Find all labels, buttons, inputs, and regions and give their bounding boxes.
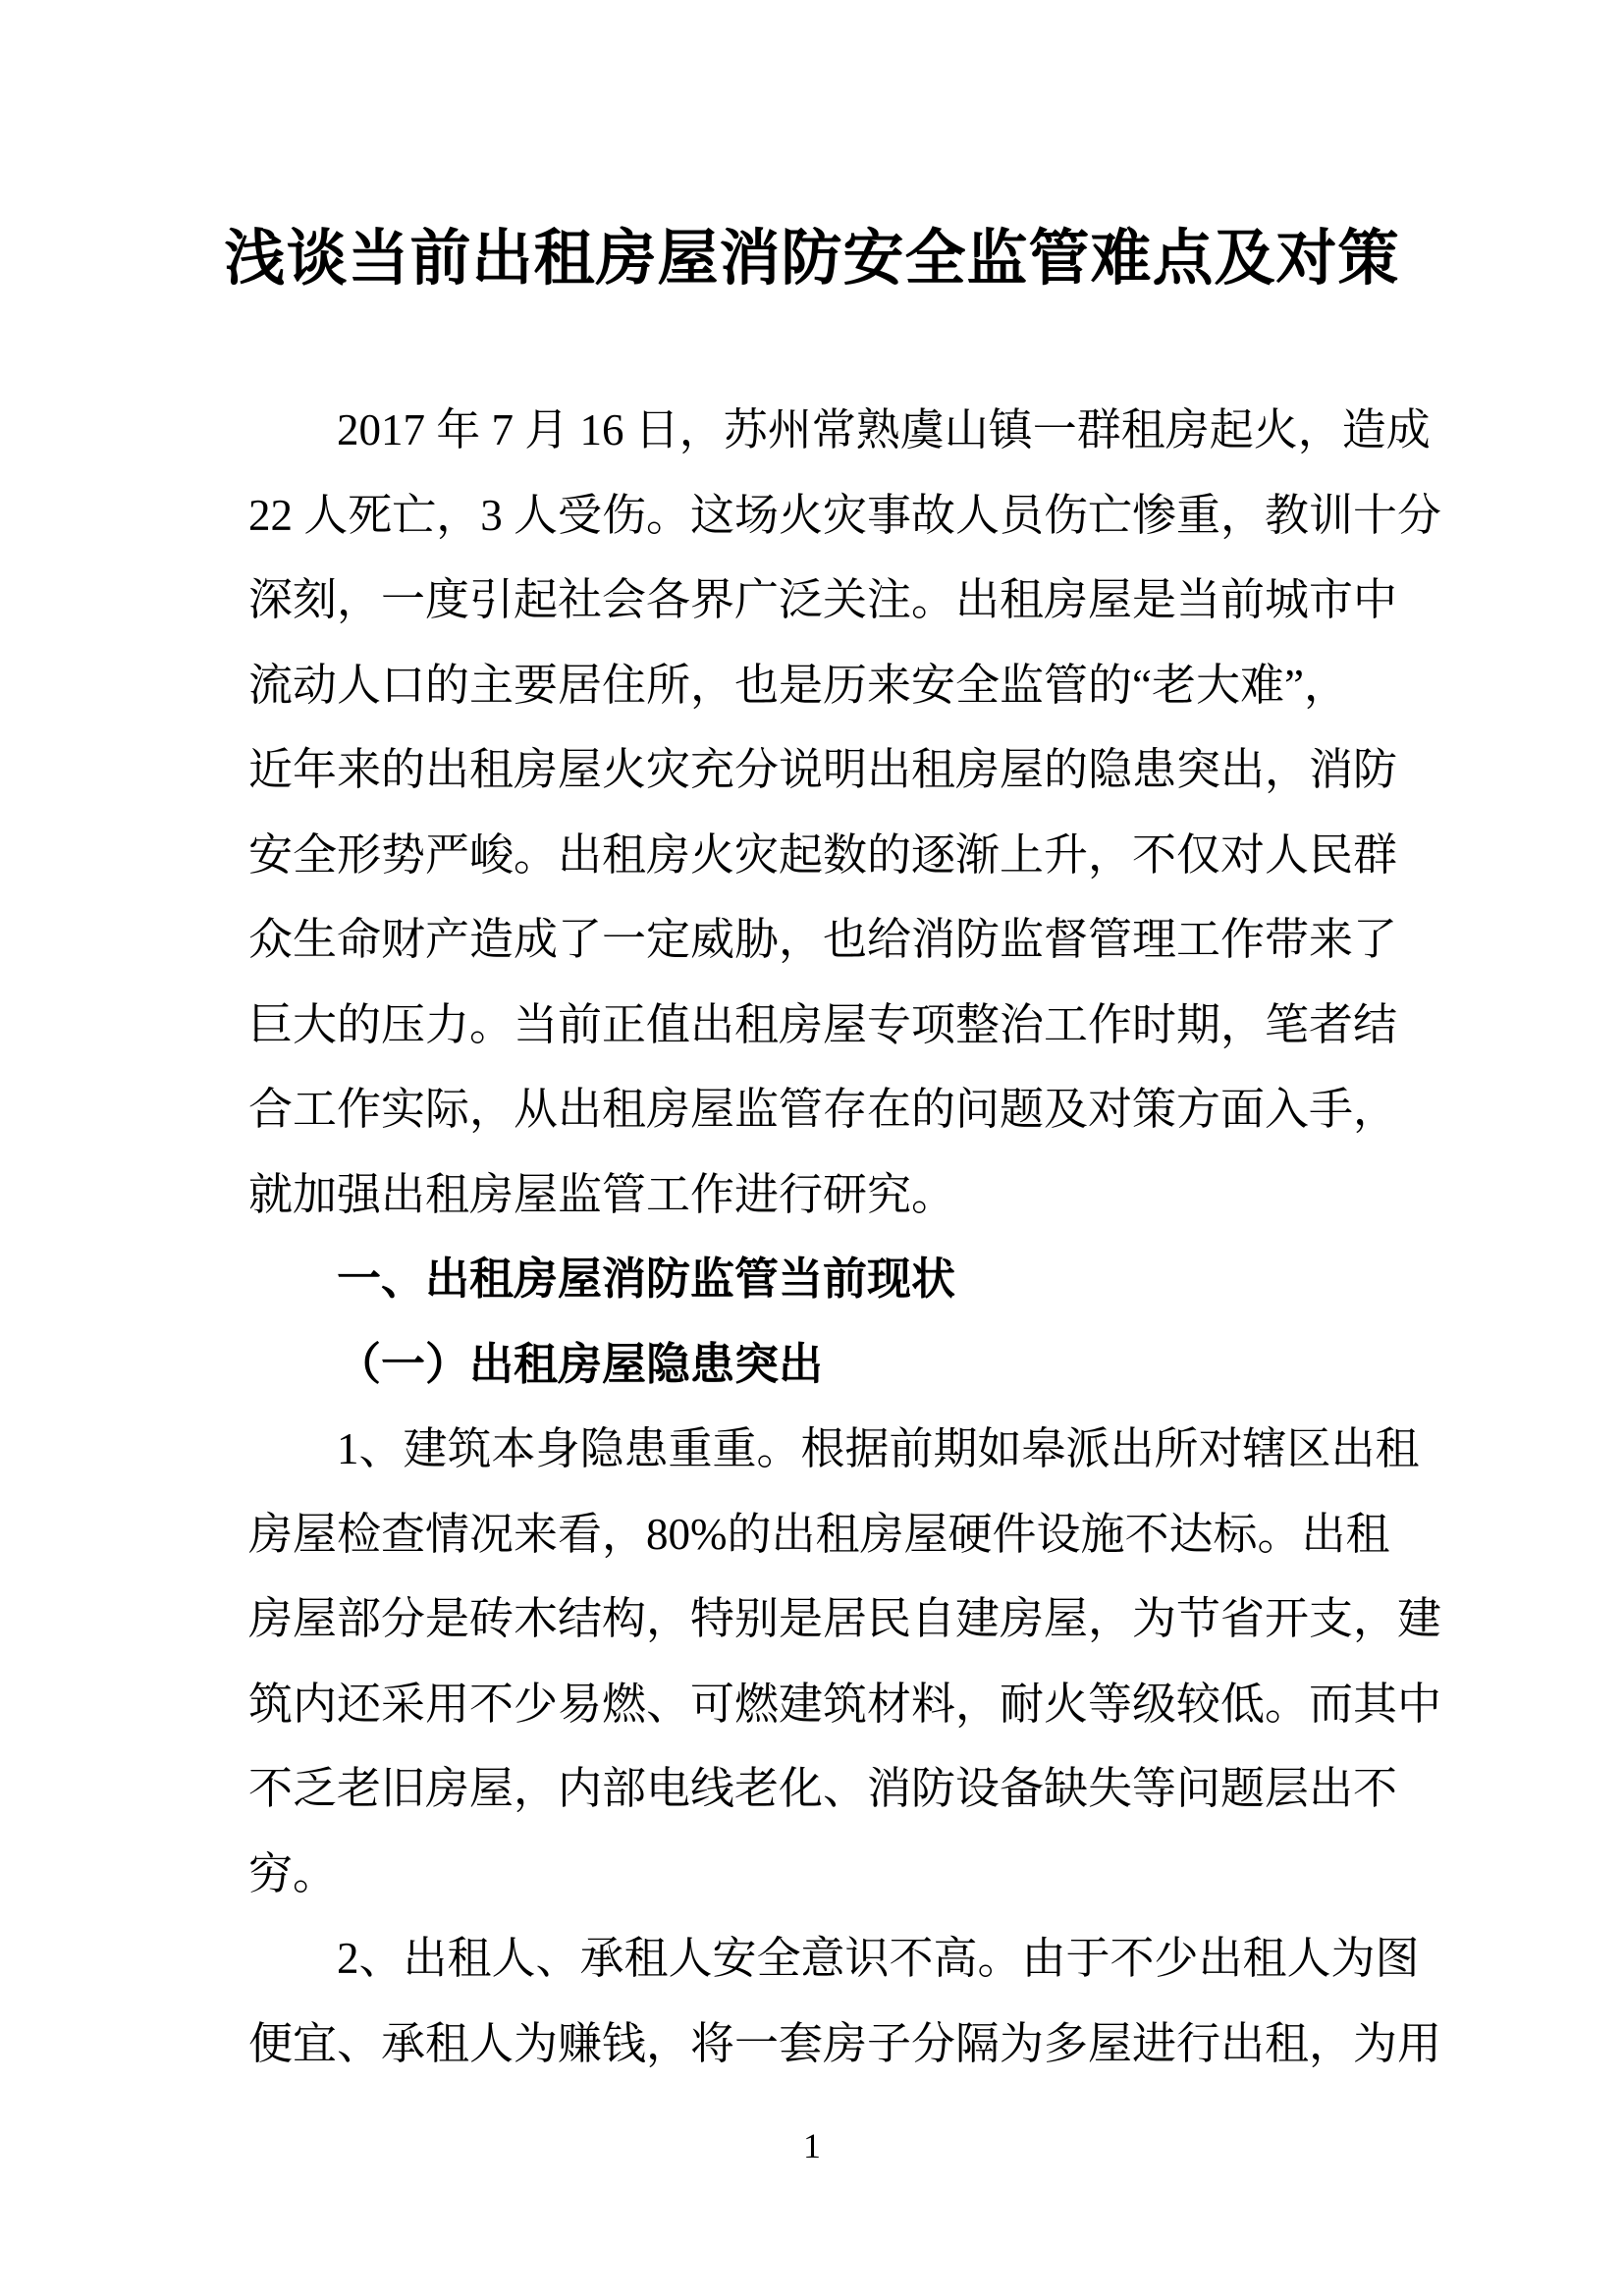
body-line: 合工作实际，从出租房屋监管存在的问题及对策方面入手， (248, 1085, 1398, 1134)
body-line: 2、出租人、承租人安全意识不高。由于不少出租人为图 (337, 1934, 1420, 1983)
body-line: 安全形势严峻。出租房火灾起数的逐渐上升，不仅对人民群 (248, 829, 1398, 880)
body-line: 筑内还采用不少易燃、可燃建筑材料，耐火等级较低。而其中 (248, 1679, 1442, 1729)
body-line: 近年来的出租房屋火灾充分说明出租房屋的隐患突出，消防 (248, 745, 1398, 794)
body-line: 1、建筑本身隐患重重。根据前期如皋派出所对辖区出租 (337, 1424, 1420, 1473)
page-number: 1 (803, 2126, 821, 2165)
body-line: 深刻，一度引起社会各界广泛关注。出租房屋是当前城市中 (248, 575, 1398, 624)
body-line: 穷。 (248, 1848, 338, 1898)
body-line: 2017 年 7 月 16 日，苏州常熟虞山镇一群租房起火，造成 (337, 405, 1431, 454)
body-line: 不乏老旧房屋，内部电线老化、消防设备缺失等问题层出不 (248, 1764, 1398, 1813)
document-title: 浅谈当前出租房屋消防安全监管难点及对策 (224, 225, 1400, 293)
document-body (248, 388, 1442, 2086)
body-line: 就加强出租房屋监管工作进行研究。 (248, 1169, 956, 1219)
subsection-heading: （一）出租房屋隐患突出 (337, 1338, 824, 1389)
body-line: 房屋检查情况来看，80%的出租房屋硬件设施不达标。出租 (248, 1509, 1390, 1559)
body-line: 巨大的压力。当前正值出租房屋专项整治工作时期，笔者结 (248, 999, 1398, 1049)
body-line: 22 人死亡，3 人受伤。这场火灾事故人员伤亡惨重，教训十分 (248, 490, 1442, 540)
body-line: 众生命财产造成了一定威胁，也给消防监督管理工作带来了 (248, 915, 1398, 964)
body-line: 流动人口的主要居住所，也是历来安全监管的“老大难”， (248, 660, 1348, 710)
section-heading: 一、出租房屋消防监管当前现状 (337, 1254, 956, 1304)
body-line: 房屋部分是砖木结构，特别是居民自建房屋，为节省开支，建 (248, 1594, 1442, 1643)
body-line: 便宜、承租人为赚钱，将一套房子分隔为多屋进行出租，为用 (248, 2018, 1442, 2068)
